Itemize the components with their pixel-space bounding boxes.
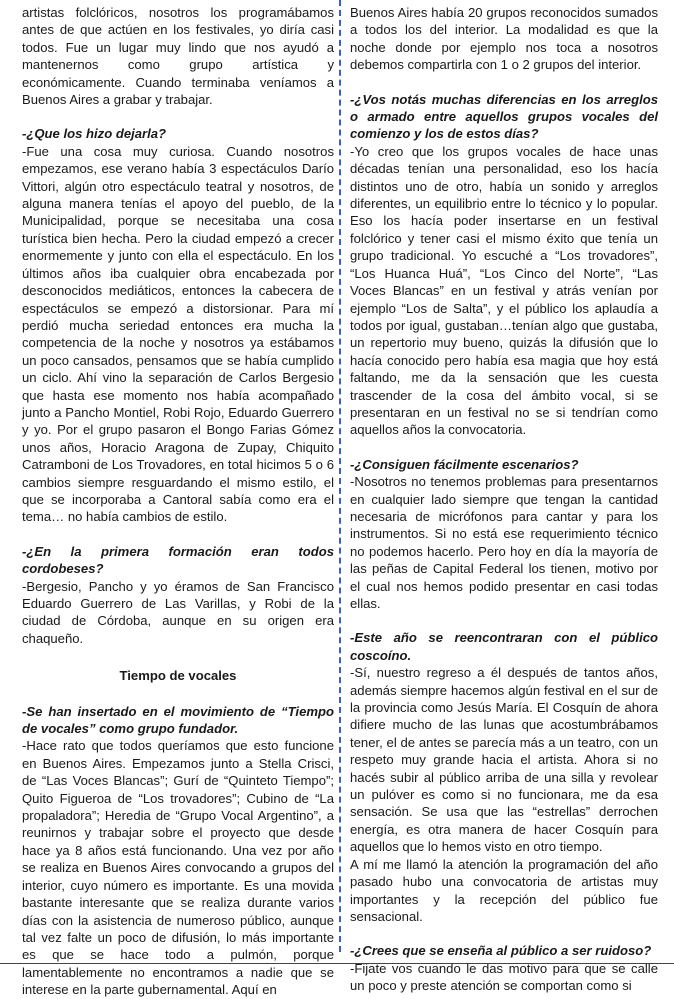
interview-question: -¿En la primera formación eran todos cordobeses? (22, 543, 334, 577)
interview-question: -¿Consiguen fácilmente escenarios? (350, 456, 579, 472)
interview-question: -Se han insertado en el movimiento de “Tiempo de vocales” como grupo fundador. (22, 703, 334, 737)
interview-answer: -Hace rato que todos queríamos que esto funcione en Buenos Aires. Empezamos junto a Stella Crisci, de “Las Voces Blancas”; Gurí de “Quinteto Tiempo”; Quito Figueroa de “Los trovadores”; Cubino de “La propaladora”; Heredia de “Grupo Vocal Argentino”, a reunirnos y trabajar sobre el proyecto que desde hace ya 8 años está funcionando. Una vez por año se realiza en Buenos Aires convocando a grupos del interior, cuyo número es importante. Es una movida bastante interesante que se realiza durante varios días con la asistencia de numeroso público, aunque tal vez falte un poco de difusión, lo más importante es que se hace todo a pulmón, porque lamentablemente no encontramos a nadie que se interese en la parte gubernamental. Aquí en (22, 738, 334, 998)
interview-answer: -Sí, nuestro regreso a él después de tantos años, además siempre hacemos algún festival en el sur de la provincia como Jesús María. El Cosquín de ahora difiere mucho de las lunas que acostumbrábamos tener, el de antes se parecía más a un teatro, con un respeto muy grande hacia el artista. Ahora si no hacés subir al público arriba de una silla y revolear un pulóver es como si no funcionara, me da esa sensación. Se usa que las “estrellas” derrochen energía, es otra manera de hacer Cosquín para aquellos que lo hemos visto en otro tiempo. (350, 665, 658, 855)
interview-answer: -Fue una cosa muy curiosa. Cuando nosotros empezamos, ese verano había 3 espectáculos Darío Vittori, algún otro espectáculo teatral y nosotros, de alguna manera tenías el apoyo del pueblo, de la Municipalidad, porque se necesitaba una cosa turística bien hecha. Pero la ciudad empezó a crecer enormemente y junto con ella el espectáculo. En los últimos años iba cualquier obra encabezada por desconocidos mediáticos, entonces la cabecera de espectáculos se empezó a distorsionar. Para mí perdió mucha seriedad entonces era mucha la competencia de la noche y nosotros ya estábamos un poco cansados, pensamos que se había cumplido un ciclo. Ahí vino la separación de Carlos Bergesio que hasta ese momento nos había acompañado junto a Pancho Montiel, Robi Rojo, Eduardo Guerrero y yo. Por el grupo pasaron el Bongo Farias Gómez unos años, Horacio Aragona de Zupay, Chiquito Catramboni de Los Trovadores, en total hicimos 5 o 6 cambios siempre resguardando el mismo estilo, el que se incorporaba a Cantoral sabía como era el tema… no había cambios de estilo. (22, 143, 334, 525)
interview-answer: -Bergesio, Pancho y yo éramos de San Francisco Eduardo Guerrero de Las Varillas, y Robi de la ciudad de Córdoba, aunque en su origen era chaqueño. (22, 578, 334, 646)
interview-answer: -Fijate vos cuando le das motivo para que se calle un poco y preste atención se comportan como si (350, 960, 658, 994)
interview-answer: -Yo creo que los grupos vocales de hace unas décadas tenían una personalidad, eso los hacía distintos uno de otro, había un sonido y arreglos diferentes, un equilibrio entre lo técnico y lo popular. Eso los hacía poder insertarse en un festival folclórico y tener casi el mismo éxito que tenía un grupo tradicional. Yo escuché a “Los trovadores”, “Los Huanca Huá”, “Los Cinco del Norte”, “Las Voces Blancas” en un festival y atrás venían por ejemplo “Los de Salta”, y el público los aplaudía a todos por igual, gustaban…tenían algo que gustaba, un repertorio muy bueno, quizás la difusión que lo hacía conocido pero había esa magia que hoy está faltando, me da la sensación que les cuesta trascender de la cosa del ámbito vocal, si se presentaran en un festival no se si tendrían como aquellos años la convocatoria. (350, 143, 658, 438)
paragraph: artistas folclóricos, nosotros los programábamos antes de que actúen en los festivales, yo diría casi todos. Fue un lugar muy lindo que nos ayudó a mantenernos como grupo artística y económicamente. Cuando terminaba veníamos a Buenos Aires a grabar y trabajar. (22, 5, 334, 108)
interview-question: -¿Que los hizo dejarla? (22, 126, 167, 142)
paragraph: Buenos Aires había 20 grupos reconocidos sumados a todos los del interior. La modalidad es que la noche donde por ejemplo nos toca a nosotros debemos compartirla con 1 o 2 grupos del interior. (350, 5, 658, 73)
interview-answer: A mí me llamó la atención la programación del año pasado hubo una convocatoria de artistas muy importantes y la recepción del público fue sensacional. (350, 856, 658, 924)
interview-question: -¿Crees que se enseña al público a ser ruidoso? (350, 943, 652, 959)
interview-question: -¿Vos notás muchas diferencias en los arreglos o armado entre aquellos grupos vocales del comienzo y los de estos días? (350, 91, 658, 142)
section-title: Tiempo de vocales (119, 668, 237, 684)
column-divider (339, 0, 341, 952)
interview-answer: -Nosotros no tenemos problemas para presentarnos en cualquier lado siempre que tengan la cantidad necesaria de micrófonos para cantar y para los instrumentos. Si no está ese requerimiento técnico no podemos hacerlo. Pero hoy en día la mayoría de las peñas de Capital Federal los tienen, motivo por el cual nos hemos podido presentar en casi todas ellas. (350, 474, 658, 611)
left-column (22, 4, 334, 999)
interview-question: -Este año se reencontraran con el público coscoíno. (350, 630, 658, 663)
footer-rule (0, 963, 674, 964)
right-column (350, 4, 658, 995)
